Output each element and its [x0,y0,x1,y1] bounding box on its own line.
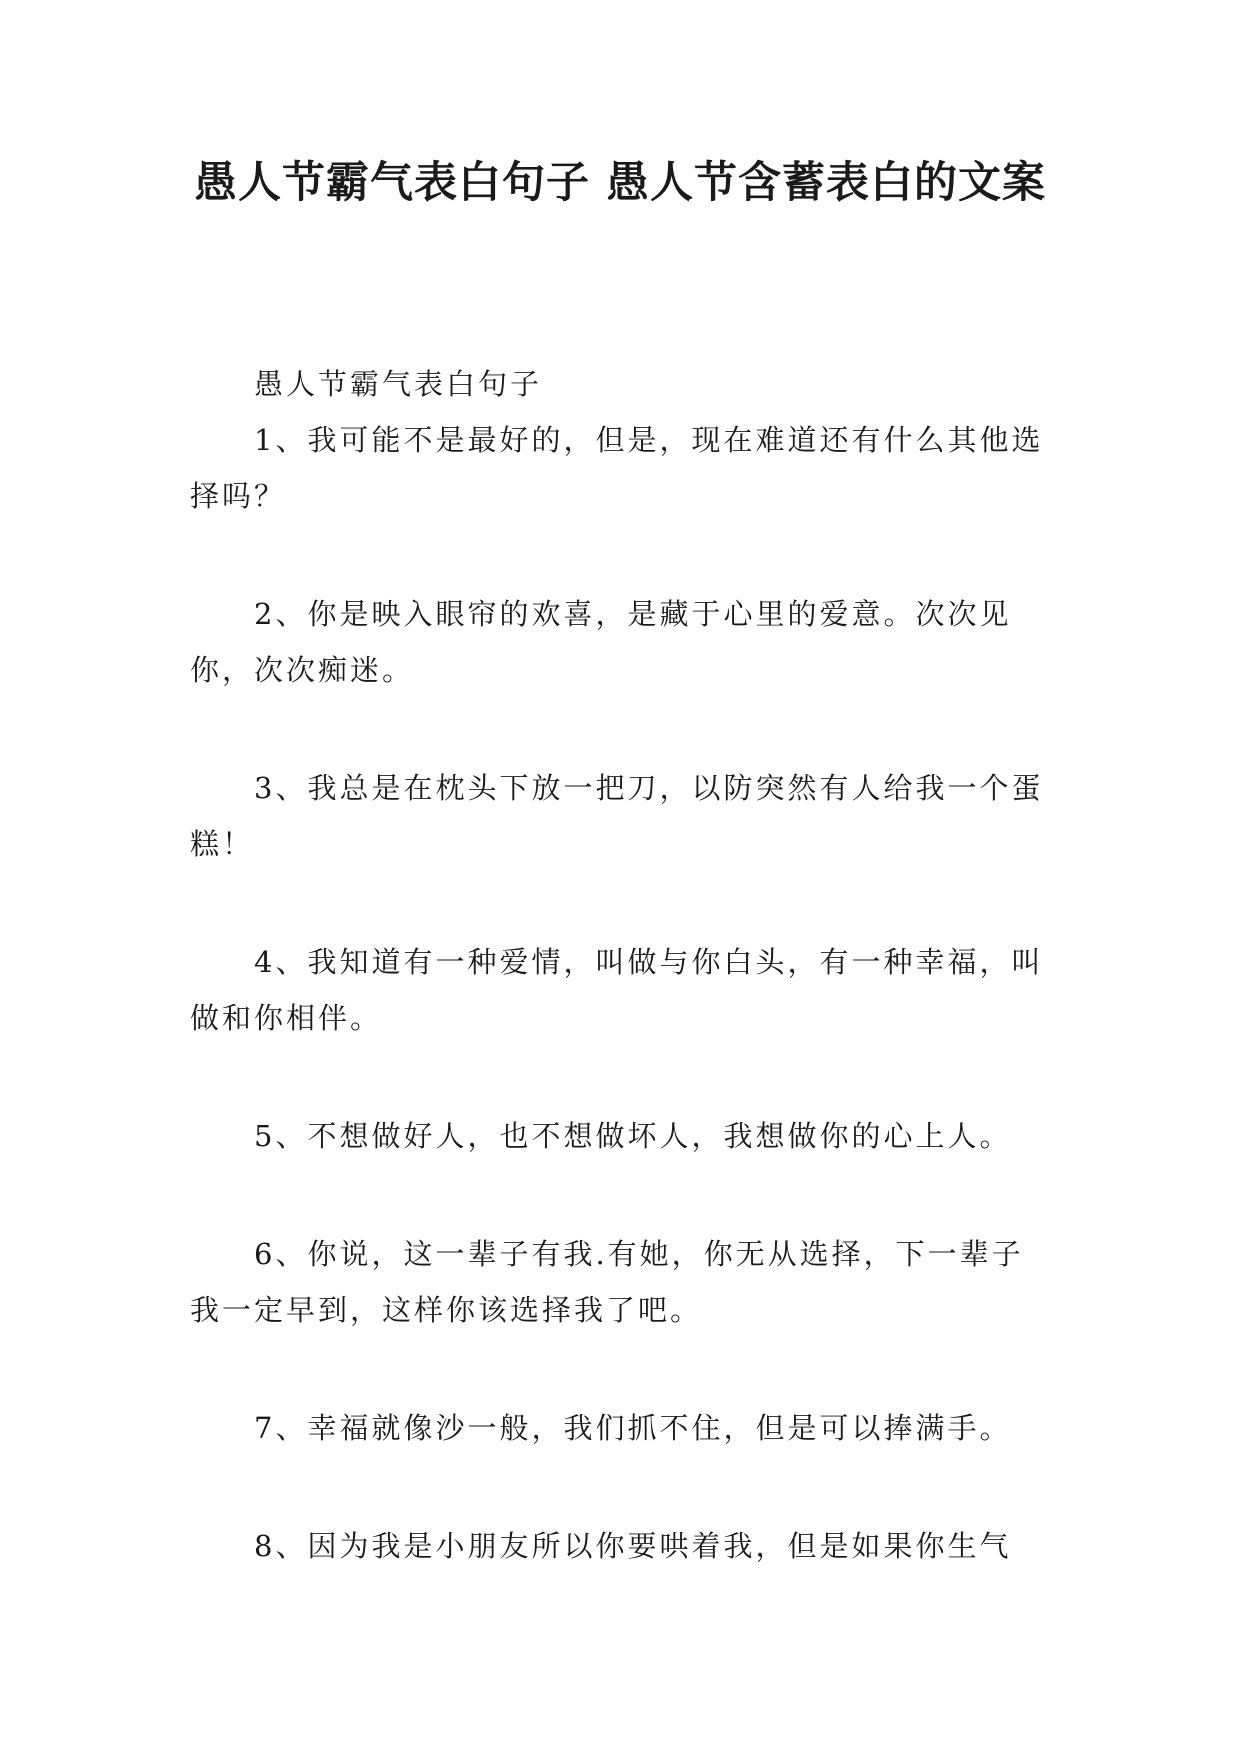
list-item: 5、不想做好人，也不想做坏人，我想做你的心上人。 [254,1119,1012,1153]
document-title: 愚人节霸气表白句子 愚人节含蓄表白的文案 [194,158,1046,208]
list-item: 3、我总是在枕头下放一把刀，以防突然有人给我一个蛋糕！ [190,771,1044,861]
list-item: 4、我知道有一种爱情，叫做与你白头，有一种幸福，叫做和你相伴。 [190,945,1044,1035]
list-item: 2、你是映入眼帘的欢喜，是藏于心里的爱意。次次见你，次次痴迷。 [190,597,1012,687]
list-item: 1、我可能不是最好的，但是，现在难道还有什么其他选择吗？ [190,423,1044,513]
section-heading: 愚人节霸气表白句子 [254,367,543,401]
list-item: 6、你说，这一辈子有我.有她，你无从选择，下一辈子我一定早到，这样你该选择我了吧。 [190,1237,1024,1327]
document-body [190,356,1050,1574]
list-item: 8、因为我是小朋友所以你要哄着我，但是如果你生气 [254,1529,1012,1563]
list-item: 7、幸福就像沙一般，我们抓不住，但是可以捧满手。 [254,1411,1012,1445]
